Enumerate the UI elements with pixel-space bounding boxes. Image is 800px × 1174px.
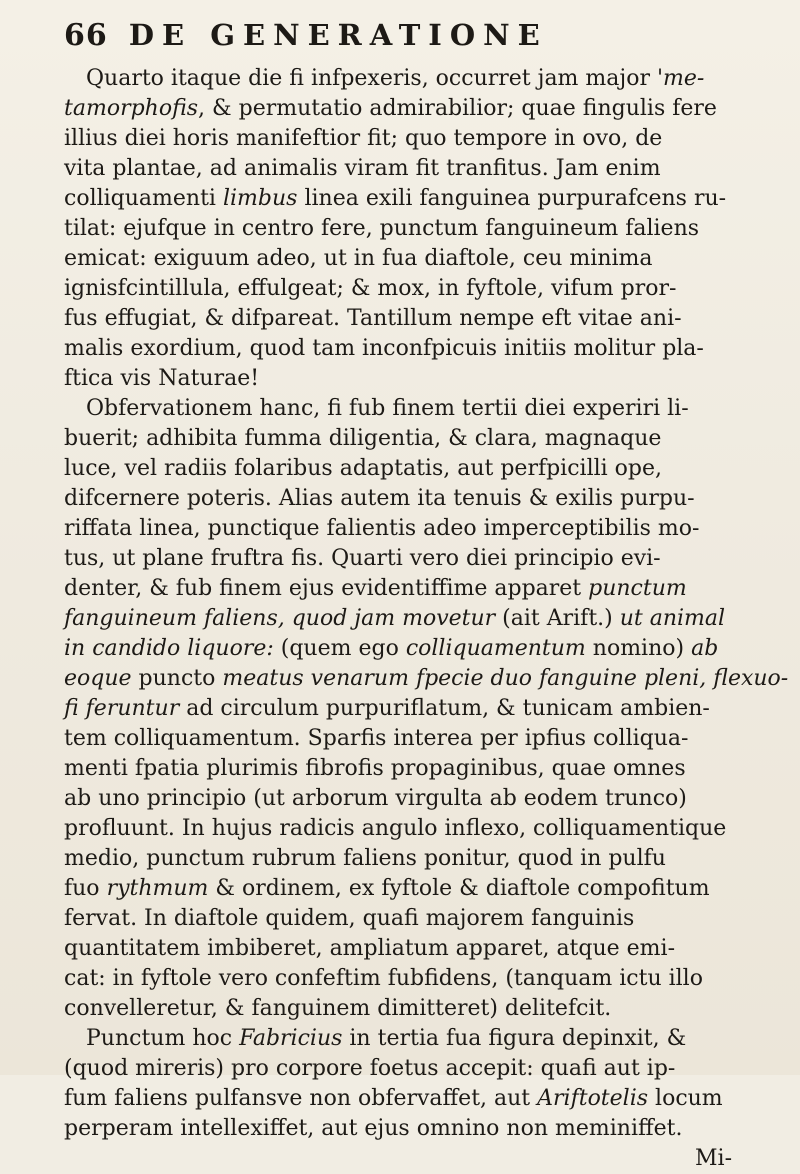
text-segment: fus effugiat, & difpareat. Tantillum nempe eft vitae ani-: [64, 306, 682, 331]
text-segment: Obfervationem hanc, fi fub finem tertii diei experiri li-: [86, 396, 689, 421]
italic-segment: limbus: [222, 186, 298, 211]
text-line: [64, 304, 754, 334]
text-segment: difcernere poteris. Alias autem ita tenuis & exilis purpu-: [64, 486, 695, 511]
text-line: [64, 994, 754, 1024]
text-line: [64, 784, 754, 814]
text-line: [64, 964, 754, 994]
text-line: [64, 664, 789, 694]
italic-segment: meatus venarum fpecie duo fanguine pleni, flexuo-: [222, 666, 789, 691]
text-line: [64, 544, 754, 574]
italic-segment: fanguineum faliens, quod jam movetur: [64, 606, 496, 631]
text-line: [64, 604, 754, 634]
italic-segment: 'me-: [656, 66, 705, 91]
text-segment: ftica vis Naturae!: [64, 366, 260, 391]
text-segment: quantitatem imbiberet, ampliatum apparet, atque emi-: [64, 936, 676, 961]
italic-segment: eoque: [64, 666, 132, 691]
text-line: [64, 484, 754, 514]
running-head: DE GENERATIONE: [128, 18, 548, 52]
page-number: 66: [64, 18, 108, 53]
text-line: [64, 514, 754, 544]
text-segment: cat: in fyftole vero confeftim fubfidens, (tanquam ictu illo: [64, 966, 703, 991]
text-line: [64, 694, 754, 724]
text-line: [64, 814, 754, 844]
text-segment: ad circulum purpuriflatum, & tunicam ambien-: [179, 696, 710, 721]
text-line: [64, 574, 754, 604]
body-text: [64, 64, 789, 1174]
text-line: [64, 184, 754, 214]
text-line: [64, 214, 754, 244]
text-segment: & ordinem, ex fyftole & diaftole compofitum: [208, 876, 710, 901]
text-segment: riffata linea, punctique falientis adeo imperceptibilis mo-: [64, 516, 700, 541]
text-segment: nomino): [585, 636, 692, 661]
text-line: [64, 94, 754, 124]
text-line: [64, 1084, 754, 1114]
text-segment: illius diei horis manifeftior fit; quo tempore in ovo, de: [64, 126, 663, 151]
text-line: [64, 124, 754, 154]
text-segment: (ait Arift.): [495, 606, 620, 631]
text-segment: tem colliquamentum. Sparfis interea per ipfius colliqua-: [64, 726, 689, 751]
text-segment: tilat: ejufque in centro fere, punctum fanguineum faliens: [64, 216, 700, 241]
text-segment: medio, punctum rubrum faliens ponitur, quod in pulfu: [64, 846, 666, 871]
text-line: [64, 244, 754, 274]
italic-segment: fi feruntur: [64, 696, 180, 721]
text-segment: vita plantae, ad animalis viram fit tranfitus. Jam enim: [64, 156, 661, 181]
italic-segment: in candido liquore:: [64, 636, 274, 661]
text-segment: colliquamenti: [64, 186, 223, 211]
text-segment: fervat. In diaftole quidem, quafi majorem fanguinis: [64, 906, 635, 931]
italic-segment: tamorphofis: [64, 96, 199, 121]
text-segment: (quem ego: [273, 636, 406, 661]
text-line: [64, 724, 754, 754]
text-line: [64, 154, 754, 184]
text-line: [64, 1054, 754, 1084]
text-line: [64, 424, 754, 454]
italic-segment: ut animal: [619, 606, 726, 631]
text-segment: fum faliens pulfansve non obfervaffet, aut: [64, 1086, 538, 1111]
italic-segment: rythmum: [106, 876, 209, 901]
text-line: [64, 454, 754, 484]
catchword: Mi-: [695, 1146, 732, 1171]
text-line: [64, 874, 754, 904]
text-segment: linea exili fanguinea purpurafcens ru-: [297, 186, 727, 211]
italic-segment: colliquamentum: [405, 636, 586, 661]
text-segment: ab uno principio (ut arborum virgulta ab eodem trunco): [64, 786, 687, 811]
text-segment: in tertia fua figura depinxit, &: [342, 1026, 687, 1051]
text-line: [64, 394, 754, 424]
text-segment: emicat: exiguum adeo, ut in fua diaftole, ceu minima: [64, 246, 653, 271]
text-line: [64, 934, 754, 964]
text-line: [64, 334, 754, 364]
page-header: [64, 18, 744, 58]
italic-segment: punctum: [588, 576, 687, 601]
text-segment: buerit; adhibita fumma diligentia, & clara, magnaque: [64, 426, 662, 451]
text-segment: , & permutatio admirabilior; quae fingulis fere: [198, 96, 717, 121]
text-segment: Punctum hoc: [86, 1026, 240, 1051]
text-segment: menti fpatia plurimis fibrofis propaginibus, quae omnes: [64, 756, 686, 781]
text-segment: denter, & fub finem ejus evidentiffime apparet: [64, 576, 589, 601]
text-line: [64, 844, 754, 874]
text-line: [64, 634, 754, 664]
text-segment: puncto: [131, 666, 223, 691]
italic-segment: Ariftotelis: [537, 1086, 649, 1111]
text-line: [64, 754, 754, 784]
text-line: [64, 1024, 754, 1054]
text-line: [64, 364, 754, 394]
italic-segment: ab: [691, 636, 719, 661]
text-segment: profluunt. In hujus radicis angulo inflexo, colliquamentique: [64, 816, 727, 841]
text-segment: perperam intellexiffet, aut ejus omnino non meminiffet.: [64, 1116, 683, 1141]
text-segment: (quod mireris) pro corpore foetus accepit: quafi aut ip-: [64, 1056, 676, 1081]
text-line: [64, 1114, 754, 1144]
text-line: [64, 274, 754, 304]
text-segment: locum: [648, 1086, 723, 1111]
text-segment: tus, ut plane fruftra fis. Quarti vero diei principio evi-: [64, 546, 661, 571]
text-segment: luce, vel radiis folaribus adaptatis, aut perfpicilli ope,: [64, 456, 663, 481]
text-segment: fuo: [64, 876, 107, 901]
text-segment: ignisfcintillula, effulgeat; & mox, in fyftole, vifum pror-: [64, 276, 677, 301]
text-line: [64, 904, 754, 934]
text-segment: malis exordium, quod tam inconfpicuis initiis molitur pla-: [64, 336, 704, 361]
text-segment: Quarto itaque die fi infpexeris, occurret jam major: [86, 66, 657, 91]
text-segment: convelleretur, & fanguinem dimitteret) delitefcit.: [64, 996, 612, 1021]
italic-segment: Fabricius: [239, 1026, 343, 1051]
text-line: [64, 64, 754, 94]
